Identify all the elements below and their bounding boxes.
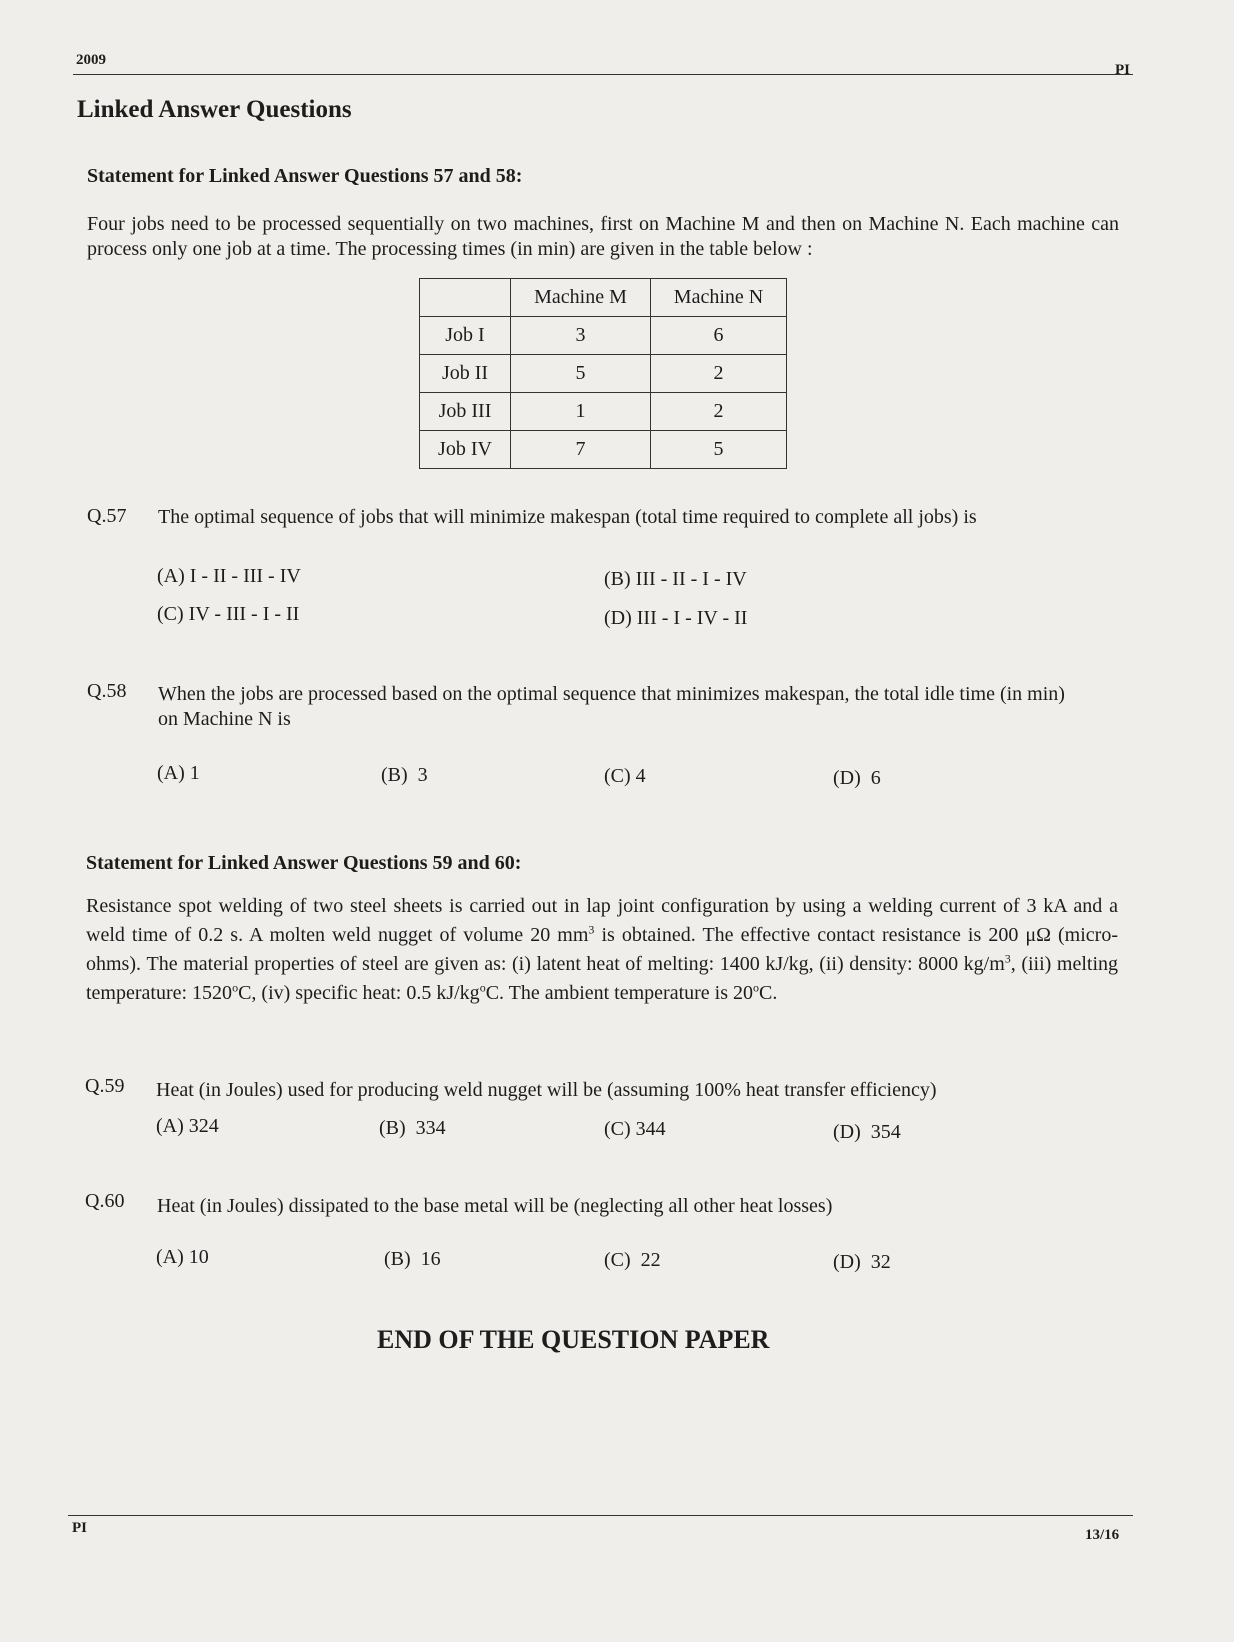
statement-57-58-text: Four jobs need to be processed sequentially on two machines, first on Machine M and then on Machine N. Each machine can process only one job at a time. The processing times (in min) are given in the table below : (87, 213, 1119, 260)
superscript: 3 (588, 922, 595, 937)
statement-text-part: C, (iv) specific heat: 0.5 kJ/kg (238, 982, 480, 1004)
q60-option-d[interactable]: (D) 32 (833, 1251, 891, 1273)
table-row (420, 393, 787, 431)
statement-57-58-title: Statement for Linked Answer Questions 57 and 58: (87, 165, 523, 187)
statement-text-part: C. (759, 982, 778, 1004)
q57-text: The optimal sequence of jobs that will minimize makespan (total time required to complete all jobs) is (158, 506, 977, 528)
q59-option-a[interactable]: (A) 324 (156, 1115, 219, 1137)
header-year: 2009 (76, 52, 106, 68)
q60-option-b[interactable]: (B) 16 (384, 1248, 441, 1270)
superscript: o (232, 980, 239, 995)
table-cell: 5 (511, 355, 651, 393)
q60-number: Q.60 (85, 1190, 125, 1212)
q60-option-a[interactable]: (A) 10 (156, 1246, 209, 1268)
statement-text-part: Resistance spot welding of two steel sheets is carried out in lap joint configuration by using a welding current of 3 kA and a weld time of 0.2 s. A molten weld nugget of volume 20 mm (86, 895, 1118, 946)
footer-divider (68, 1515, 1133, 1516)
q58-option-a[interactable]: (A) 1 (157, 762, 200, 784)
superscript: o (479, 980, 486, 995)
table-header-row (420, 279, 787, 317)
section-title: Linked Answer Questions (77, 96, 352, 123)
footer-paper-code: PI (72, 1520, 87, 1536)
q60-text: Heat (in Joules) dissipated to the base metal will be (neglecting all other heat losses) (157, 1195, 833, 1217)
q58-option-c[interactable]: (C) 4 (604, 765, 646, 787)
statement-text-part: C. The ambient temperature is 20 (485, 982, 754, 1004)
q58-option-b[interactable]: (B) 3 (381, 764, 428, 786)
q58-text: When the jobs are processed based on the optimal sequence that minimizes makespan, the total idle time (in min) on Machine N is (158, 683, 1065, 730)
end-of-paper-text: END OF THE QUESTION PAPER (377, 1325, 770, 1354)
table-cell: Job II (420, 355, 511, 393)
q57-option-d[interactable]: (D) III - I - IV - II (604, 607, 748, 629)
table-cell: 6 (651, 317, 787, 355)
q60-option-c[interactable]: (C) 22 (604, 1249, 661, 1271)
superscript: o (753, 980, 760, 995)
statement-text-part: is obtained. The effective contact resistance is 200 μΩ (micro-ohms). The material properties of steel are given as: (i) latent heat of melting: 1400 kJ/kg, (ii) density: 8000 kg/m (86, 924, 1118, 975)
table-header-cell: Machine M (511, 279, 651, 317)
table-row (420, 317, 787, 355)
header-divider (73, 74, 1133, 75)
table-row (420, 431, 787, 469)
footer-page-number: 13/16 (1085, 1527, 1120, 1543)
superscript: 3 (1004, 951, 1011, 966)
table-cell: Job III (420, 393, 511, 431)
q58-option-d[interactable]: (D) 6 (833, 767, 881, 789)
table-cell: 3 (511, 317, 651, 355)
statement-59-60-text (86, 892, 1118, 1008)
table-cell: 1 (511, 393, 651, 431)
table-cell: 2 (651, 393, 787, 431)
table-cell: Job I (420, 317, 511, 355)
header-paper-code: PI (1115, 62, 1130, 78)
q59-number: Q.59 (85, 1075, 125, 1097)
q59-text: Heat (in Joules) used for producing weld nugget will be (assuming 100% heat transfer efficiency) (156, 1079, 937, 1101)
statement-text-part: , (iii) melting temperature: 1520 (86, 953, 1118, 1004)
table-row (420, 355, 787, 393)
table-cell: 2 (651, 355, 787, 393)
table-header-cell (420, 279, 511, 317)
processing-times-table (419, 278, 787, 469)
q59-option-c[interactable]: (C) 344 (604, 1118, 666, 1140)
table-cell: 5 (651, 431, 787, 469)
statement-59-60-title: Statement for Linked Answer Questions 59 and 60: (86, 852, 522, 874)
q57-number: Q.57 (87, 505, 127, 527)
q59-option-d[interactable]: (D) 354 (833, 1121, 901, 1143)
table-header-cell: Machine N (651, 279, 787, 317)
table-cell: Job IV (420, 431, 511, 469)
table-cell: 7 (511, 431, 651, 469)
q57-option-b[interactable]: (B) III - II - I - IV (604, 568, 747, 590)
q57-option-c[interactable]: (C) IV - III - I - II (157, 603, 300, 625)
q57-option-a[interactable]: (A) I - II - III - IV (157, 565, 301, 587)
q59-option-b[interactable]: (B) 334 (379, 1117, 446, 1139)
q58-number: Q.58 (87, 680, 127, 702)
